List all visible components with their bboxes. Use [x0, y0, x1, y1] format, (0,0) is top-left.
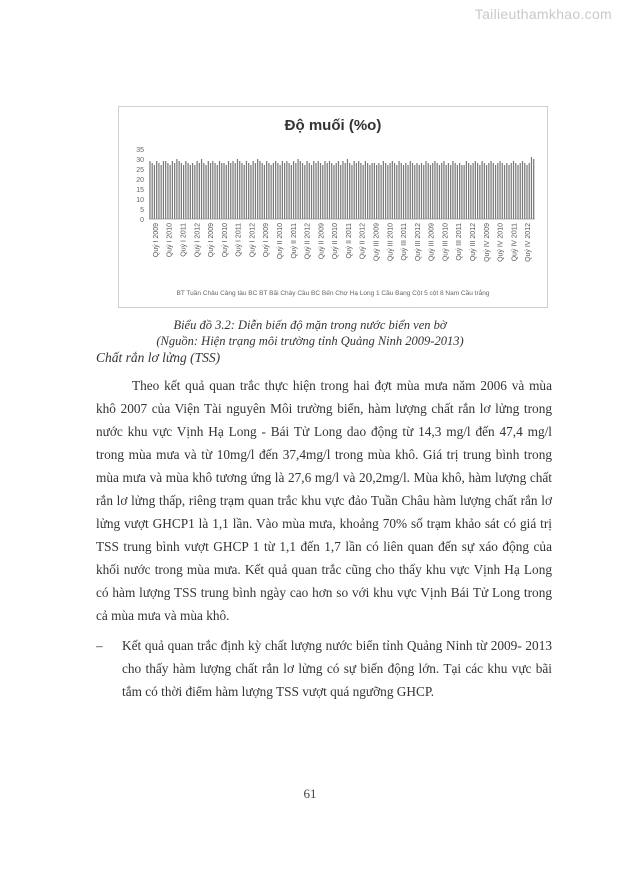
bar [459, 163, 460, 219]
bar [493, 163, 494, 219]
bar [185, 161, 186, 219]
bar [497, 163, 498, 219]
bar [279, 165, 280, 219]
x-tick-label: Quý III 2011 [401, 223, 409, 261]
bullet-item [96, 634, 552, 703]
bar [179, 161, 180, 219]
bar [515, 163, 516, 219]
bar [228, 161, 229, 219]
bar [439, 165, 440, 219]
x-tick-label: Quý II 2012 [304, 223, 312, 260]
bar [293, 161, 294, 219]
bar [358, 161, 359, 219]
bar [533, 159, 534, 219]
bar [423, 165, 424, 219]
bar [387, 165, 388, 219]
x-tick-label: Quý III 2010 [387, 223, 395, 262]
bar [484, 163, 485, 219]
bar [434, 161, 435, 219]
bar [163, 161, 164, 219]
paragraph-tss: Theo kết quả quan trắc thực hiện trong hai đợt mùa mưa năm 2006 và mùa khô 2007 của Viện Tài nguyên Môi trường biển, hàm lượng chất rắn lơ lửng trong nước khu vực Vịnh Hạ Long - Bái Tử Long dao động từ 14,3 mg/l đến 47,4 mg/l trong mùa mưa và từ 10mg/l đến 37,4mg/l trong mùa khô. Giá trị trung bình trong mùa mưa và mùa khô tương ứng là 27,6 mg/l và 20,2mg/l. Mùa khô, hàm lượng chất rắn lơ lửng thấp, riêng trạm quan trắc khu vực đảo Tuần Châu hàm lượng chất rắn lơ lửng vượt GHCP1 là 1,1 lần. Vào mùa mưa, khoảng 70% số trạm khảo sát có giá trị TSS trung bình vượt GHCP 1 từ 1,1 đến 1,7 lần có liên quan đến sự xáo động của khối nước trong mùa mưa. Kết quả quan trắc cũng cho thấy khu vực Vịnh Hạ Long có hàm lượng TSS trung bình ngày cao hơn so với khu vực Vịnh Bái Tử Long trong cả mùa mưa và mùa khô. [96, 378, 552, 623]
bar [327, 163, 328, 219]
bar [437, 163, 438, 219]
bar [338, 161, 339, 219]
bar [531, 157, 532, 219]
y-tick-label: 25 [136, 167, 144, 174]
bar [425, 161, 426, 219]
bar [396, 165, 397, 219]
bar [217, 165, 218, 219]
y-tick-label: 35 [136, 147, 144, 154]
bar [477, 163, 478, 219]
bar [172, 161, 173, 219]
chart-plot [119, 107, 547, 307]
x-tick-label: Quý I 2009 [208, 223, 216, 258]
bar [244, 165, 245, 219]
x-tick-label: Quý I 2012 [249, 223, 257, 258]
bar [407, 165, 408, 219]
bar [481, 161, 482, 219]
bar [504, 165, 505, 219]
x-tick-label: Quý II 2011 [345, 223, 353, 259]
bar [156, 161, 157, 219]
figure-source: (Nguồn: Hiện trạng môi trường tỉnh Quảng Ninh 2009-2013) [156, 334, 464, 348]
bar [271, 165, 272, 219]
bar [219, 161, 220, 219]
bar [170, 165, 171, 219]
page-number: 61 [303, 786, 317, 801]
x-tick-label: Quý I 2010 [221, 223, 229, 258]
bar [295, 163, 296, 219]
bar [441, 163, 442, 219]
bar [508, 165, 509, 219]
bar [464, 165, 465, 219]
bar [363, 165, 364, 219]
bar [428, 163, 429, 219]
bar [461, 165, 462, 219]
x-tick-label: Quý II 2011 [290, 223, 298, 259]
bar [448, 163, 449, 219]
bar [167, 163, 168, 219]
bar [257, 159, 258, 219]
bar [255, 163, 256, 219]
bar [529, 163, 530, 219]
bar [291, 165, 292, 219]
bar [365, 161, 366, 219]
bar [383, 161, 384, 219]
bar [313, 161, 314, 219]
bar [403, 165, 404, 219]
bar [266, 161, 267, 219]
bar [513, 161, 514, 219]
x-tick-label: Quý III 2012 [414, 223, 422, 262]
x-tick-label: Quý III 2009 [373, 223, 381, 262]
bar [526, 165, 527, 219]
bar [221, 163, 222, 219]
bar [154, 165, 155, 219]
bar [149, 161, 150, 219]
bar [470, 165, 471, 219]
x-tick-label: Quý II 2009 [318, 223, 326, 260]
section-heading: Chất rắn lơ lửng (TSS) [96, 350, 221, 365]
x-tick-label: Quý IV 2011 [511, 223, 519, 262]
bar [194, 165, 195, 219]
bar [405, 163, 406, 219]
bar [190, 165, 191, 219]
x-tick-label: Quý I 2010 [166, 223, 174, 258]
x-tick-label: Quý IV 2012 [525, 223, 533, 262]
bar [315, 163, 316, 219]
bar [306, 161, 307, 219]
watermark: Tailieuthamkhao.com [474, 6, 612, 22]
salinity-chart [118, 106, 548, 308]
bar [230, 163, 231, 219]
bar [208, 161, 209, 219]
bar [479, 165, 480, 219]
bar [354, 161, 355, 219]
x-tick-label: Quý I 2009 [152, 223, 160, 258]
bar [329, 161, 330, 219]
bar [297, 159, 298, 219]
bar [259, 161, 260, 219]
bar [499, 161, 500, 219]
bar [250, 165, 251, 219]
bar [401, 163, 402, 219]
bar [239, 161, 240, 219]
bar [203, 163, 204, 219]
bar [419, 165, 420, 219]
bar [450, 165, 451, 219]
bar [367, 163, 368, 219]
bar [205, 165, 206, 219]
bar [374, 163, 375, 219]
x-tick-label: Quý II 2010 [332, 223, 340, 260]
bar [506, 163, 507, 219]
bar [376, 165, 377, 219]
bar [212, 161, 213, 219]
bar [183, 165, 184, 219]
bar [522, 161, 523, 219]
x-tick-label: Quý I 2012 [194, 223, 202, 258]
bar [517, 165, 518, 219]
bar [475, 161, 476, 219]
bar [351, 165, 352, 219]
x-tick-label: Quý II 2012 [359, 223, 367, 260]
bar [181, 163, 182, 219]
bar [333, 165, 334, 219]
x-tick-label: Quý IV 2009 [483, 223, 491, 262]
bar [199, 163, 200, 219]
bar [340, 165, 341, 219]
bullet-dash: – [96, 638, 103, 653]
bar [369, 165, 370, 219]
figure-caption: Biểu đồ 3.2: Diễn biến độ mặn trong nước biển ven bờ [173, 318, 447, 332]
bar [495, 165, 496, 219]
bar [210, 163, 211, 219]
bar [432, 163, 433, 219]
x-tick-label: Quý IV 2010 [497, 223, 505, 262]
bar [288, 163, 289, 219]
bar [394, 163, 395, 219]
bullet-text: Kết quả quan trắc định kỳ chất lượng nước biển tỉnh Quảng Ninh từ 2009- 2013 cho thấy hàm lượng chất rắn lơ lửng có sự biến động lớn. Tại các khu vực bãi tắm có thời điểm hàm lượng TSS vượt quá ngưỡng GHCP. [122, 638, 552, 699]
bar [318, 161, 319, 219]
bar [336, 163, 337, 219]
x-tick-label: Quý I 2011 [180, 223, 188, 257]
bar [187, 163, 188, 219]
bar [349, 163, 350, 219]
bar [416, 163, 417, 219]
bar [302, 163, 303, 219]
bar [253, 161, 254, 219]
bar [472, 163, 473, 219]
bar [378, 163, 379, 219]
bar [275, 161, 276, 219]
bar [268, 163, 269, 219]
y-tick-label: 30 [136, 157, 144, 164]
bar [520, 163, 521, 219]
bar [223, 163, 224, 219]
bar [452, 161, 453, 219]
bar [322, 165, 323, 219]
bar [264, 165, 265, 219]
bar [241, 163, 242, 219]
bar [524, 163, 525, 219]
bar [284, 163, 285, 219]
x-tick-label: Quý III 2011 [456, 223, 464, 261]
x-tick-label: Quý III 2009 [428, 223, 436, 262]
bar [214, 163, 215, 219]
bar [282, 161, 283, 219]
bar [414, 165, 415, 219]
y-tick-label: 15 [136, 187, 144, 194]
bar [468, 163, 469, 219]
bar [421, 163, 422, 219]
bar [235, 163, 236, 219]
bar [300, 161, 301, 219]
chart-title: Độ muối (%o) [284, 117, 382, 134]
bar [248, 163, 249, 219]
bar [455, 163, 456, 219]
chart-legend: BT Tuần Châu Cảng tàu BC BT Bãi Cháy Cầu BC Bến Chợ Hạ Long 1 Cầu Bang Cột 5 cột 8 Nam Cầu trắng [176, 290, 490, 297]
bar [380, 165, 381, 219]
y-tick-label: 5 [140, 207, 144, 214]
bar [457, 165, 458, 219]
bar [392, 161, 393, 219]
bar [430, 165, 431, 219]
bar [443, 161, 444, 219]
bar [226, 165, 227, 219]
x-tick-label: Quý I 2011 [235, 223, 243, 257]
bar [502, 163, 503, 219]
bar [196, 161, 197, 219]
bar [304, 165, 305, 219]
bar [309, 163, 310, 219]
y-tick-label: 20 [136, 177, 144, 184]
bar [286, 161, 287, 219]
bar [273, 163, 274, 219]
bar [311, 165, 312, 219]
bar [356, 163, 357, 219]
bar [174, 163, 175, 219]
bar [412, 163, 413, 219]
bar [446, 165, 447, 219]
bar [262, 163, 263, 219]
y-tick-label: 10 [136, 197, 144, 204]
bar [232, 161, 233, 219]
bar [324, 161, 325, 219]
bar [158, 163, 159, 219]
bar [488, 163, 489, 219]
x-tick-label: Quý III 2012 [469, 223, 477, 262]
bar [320, 163, 321, 219]
x-tick-label: Quý II 2010 [276, 223, 284, 260]
x-tick-label: Quý III 2010 [442, 223, 450, 262]
bar [342, 161, 343, 219]
bar [237, 159, 238, 219]
bar [152, 163, 153, 219]
y-tick-label: 0 [140, 217, 144, 224]
bar [511, 163, 512, 219]
bar [490, 161, 491, 219]
bar [246, 161, 247, 219]
bar [372, 163, 373, 219]
bar [360, 163, 361, 219]
bar [486, 165, 487, 219]
bar [347, 159, 348, 219]
bar [331, 163, 332, 219]
bar [345, 163, 346, 219]
bar [389, 163, 390, 219]
bar [410, 161, 411, 219]
bar [466, 161, 467, 219]
bar [161, 165, 162, 219]
x-tick-label: Quý I 2009 [263, 223, 271, 258]
bar [398, 161, 399, 219]
bar [176, 159, 177, 219]
bar [192, 163, 193, 219]
bar [201, 159, 202, 219]
bar [165, 161, 166, 219]
bar [277, 163, 278, 219]
bar [385, 163, 386, 219]
